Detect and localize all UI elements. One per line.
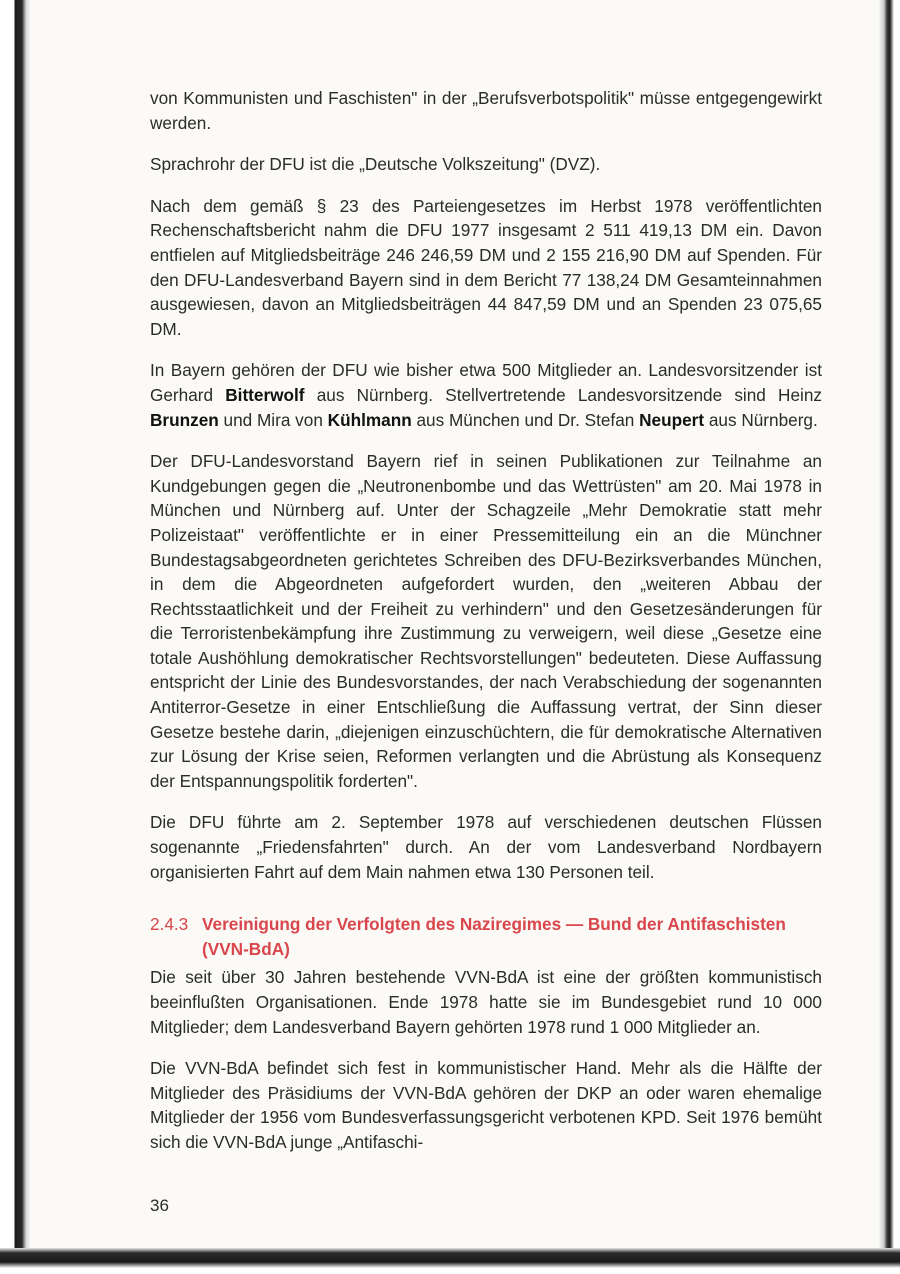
text-run: aus München und Dr. Stefan bbox=[411, 409, 640, 430]
paragraph-vvn-mitglieder: Die seit über 30 Jahren bestehende VVN-BdA ist eine der größten kommunistisch beeinflußten Organisationen. Ende 1978 hatte sie im Bundesgebiet rund 10 000 Mitglieder; dem Landesverband Bayern gehörten 1978 rund 1 000 Mitglieder an. bbox=[150, 967, 822, 1037]
paragraph-friedensfahrten: Die DFU führte am 2. September 1978 auf verschiedenen deutschen Flüssen sogenannte „Friedensfahrten" durch. An der vom Landesverband Nordbayern organisierten Fahrt auf dem Main nahmen etwa 130 Personen teil. bbox=[150, 812, 822, 882]
document-body bbox=[150, 86, 822, 1155]
scan-left-edge bbox=[0, 0, 30, 1274]
paragraph-bayern-mitglieder bbox=[150, 358, 822, 432]
name-neupert: Neupert bbox=[639, 409, 705, 430]
text-run: aus Nürnberg. bbox=[704, 409, 818, 430]
paragraph-vvn-hand: Die VVN-BdA befindet sich fest in kommunistischer Hand. Mehr als die Hälfte der Mitglieder des Präsidiums der VVN-BdA gehören der DKP an oder waren ehemalige Mitglieder der 1956 vom Bundesverfassungsgericht verbotenen KPD. Seit 1976 bemüht sich die VVN-BdA junge „Antifaschi- bbox=[150, 1058, 822, 1152]
text-run: In Bayern gehören der DFU wie bisher etwa 500 Mitglieder an. Landesvorsitzender ist Gerhard bbox=[150, 360, 822, 405]
page-number: 36 bbox=[150, 1196, 169, 1215]
scan-bottom-edge bbox=[0, 1248, 900, 1274]
paragraph-berufsverbot: von Kommunisten und Faschisten" in der „Berufsverbotspolitik" müsse entgegengewirkt werden. bbox=[150, 88, 822, 133]
section-heading bbox=[150, 912, 822, 961]
name-brunzen: Brunzen bbox=[150, 409, 219, 430]
paragraph-sprachrohr: Sprachrohr der DFU ist die „Deutsche Volkszeitung" (DVZ). bbox=[150, 154, 601, 175]
text-run: aus Nürnberg. Stellvertretende Landesvorsitzende sind Heinz bbox=[304, 384, 822, 405]
section-number: 2.4.3 bbox=[150, 914, 189, 935]
name-kuehlmann: Kühlmann bbox=[327, 409, 412, 430]
paragraph-rechenschaftsbericht: Nach dem gemäß § 23 des Parteiengesetzes im Herbst 1978 veröffentlichten Rechenschaftsbericht nahm die DFU 1977 insgesamt 2 511 419,13 DM ein. Davon entfielen auf Mitgliedsbeiträge 246 246,59 DM und 2 155 216,90 DM auf Spenden. Für den DFU-Landesverband Bayern sind in dem Bericht 77 138,24 DM Gesamteinnahmen ausgewiesen, davon an Mitgliedsbeiträgen 44 847,59 DM und an Spenden 23 075,65 DM. bbox=[150, 195, 822, 339]
section-title: Vereinigung der Verfolgten des Naziregimes — Bund der Antifaschisten (VVN-BdA) bbox=[202, 914, 786, 959]
paragraph-landesvorstand: Der DFU-Landesvorstand Bayern rief in seinen Publikationen zur Teilnahme an Kundgebungen gegen die „Neutronenbombe und das Wettrüsten" am 20. Mai 1978 in München und Nürnberg auf. Unter der Schagzeile „Mehr Demokratie statt mehr Polizeistaat" veröffentlichte er in einer Pressemitteilung ein an die Münchner Bundestagsabgeordneten gerichtetes Schreiben des DFU-Bezirksverbandes München, in dem die Abgeordneten aufgefordert wurden, den „weiteren Abbau der Rechtsstaatlichkeit und der Freiheit zu verhindern" und den Gesetzesänderungen für die Terroristenbekämpfung ihre Zustimmung zu verweigern, weil diese „Gesetze eine totale Aushöhlung demokratischer Rechtsvorstellungen" bedeuteten. Diese Auffassung entspricht der Linie des Bundesvorstandes, der nach Verabschiedung der sogenannten Antiterror-Gesetze in einer Entschließung die Auffassung vertrat, der Sinn dieser Gesetze bestehe darin, „diejenigen einzuschüchtern, die für demokratische Alternativen zur Lösung der Krise seien, Reformen verlangten und die Abrüstung als Konsequenz der Entspannungspolitik forderten". bbox=[150, 451, 822, 791]
name-bitterwolf: Bitterwolf bbox=[225, 384, 305, 405]
scan-right-edge bbox=[878, 0, 900, 1274]
text-run: und Mira von bbox=[218, 409, 328, 430]
